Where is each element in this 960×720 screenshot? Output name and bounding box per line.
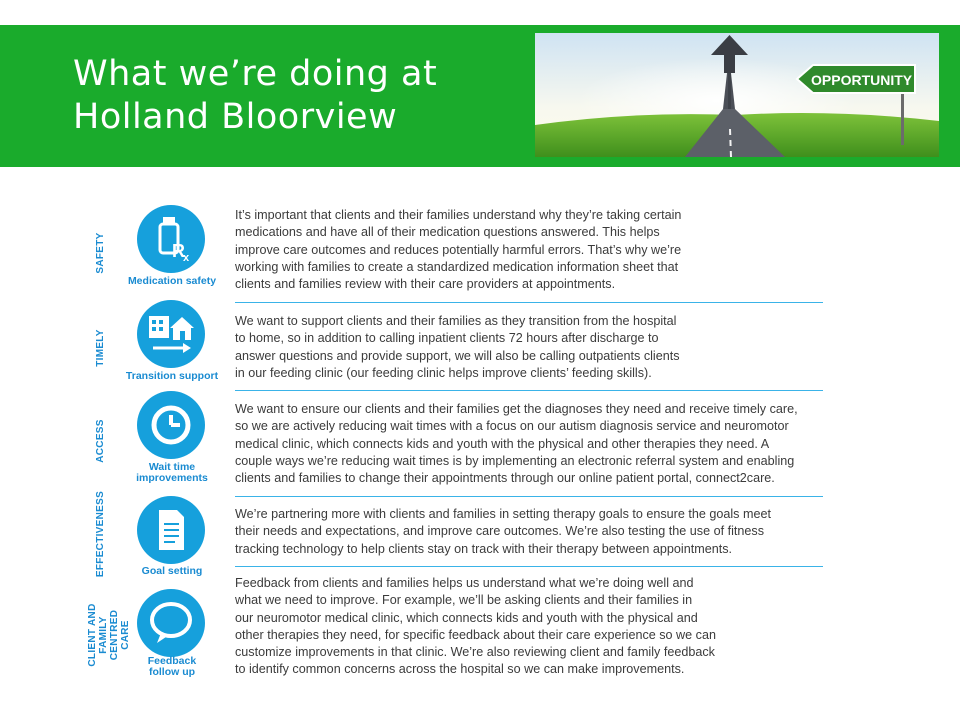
text-line: It’s important that clients and their families understand why they’re taking certain (235, 208, 682, 222)
hospital-to-home-icon (137, 300, 205, 368)
svg-text:x: x (183, 252, 190, 264)
text-line: to identify common concerns across the hospital so we can make improvements. (235, 662, 685, 677)
svg-text:R: R (172, 241, 185, 261)
text-line: in our feeding clinic (our feeding clinic helps improve clients’ feeding skills). (235, 365, 652, 380)
icon-caption: Goal setting (141, 565, 203, 577)
text-line: tracking technology to help clients stay on track with their therapy between appointments. (235, 541, 733, 556)
text-line: working with families to create a standardized medication information sheet that (235, 259, 679, 274)
text-line: Feedback from clients and families helps us understand what we’re doing well and (235, 576, 694, 590)
category-label: EFFECTIVENESS (95, 490, 106, 578)
icon-caption: Medication safety (127, 275, 217, 287)
icon-caption: Transition support (125, 370, 219, 382)
text-line: couple ways we’re reducing wait times is by implementing an electronic referral system and enabling (235, 453, 795, 468)
category-label: TIMELY (95, 329, 106, 367)
text-line: We want to ensure our clients and their families get the diagnoses they need and receive timely care, (235, 402, 798, 416)
category-line: FAMILY CENTRED (98, 609, 120, 661)
text-line: We want to support clients and their families as they transition from the hospital (235, 314, 677, 328)
text-line: customize improvements in that clinic. We’re also reviewing client and family feedback (235, 645, 715, 660)
text-line: clients and families to change their appointments through our online patient portal, connect2care. (235, 471, 775, 486)
paragraph (235, 506, 771, 558)
paragraph (235, 401, 798, 487)
speech-bubble-icon (137, 589, 205, 657)
section-divider (235, 390, 823, 391)
text-line: to home, so in addition to calling inpatient clients 72 hours after discharge to (235, 331, 659, 346)
text-line: clients and families review with their care providers at appointments. (235, 277, 616, 292)
section-divider (235, 566, 823, 567)
title-line-2: Holland Bloorview (73, 97, 398, 137)
banner-sign-text: OPPORTUNITY (811, 72, 913, 88)
category-label: ACCESS (95, 419, 106, 463)
text-line: our neuromotor medical clinic, which connects kids and youth with the physical and (235, 610, 698, 625)
caption-line: Feedback (147, 655, 197, 667)
icon-caption (117, 462, 227, 484)
slide-title (73, 53, 437, 139)
paragraph (235, 207, 681, 293)
section-divider (235, 496, 823, 497)
text-line: answer questions and provide support, we will also be calling outpatients clients (235, 348, 680, 363)
slide-header (0, 25, 960, 167)
caption-line: improvements (136, 472, 208, 484)
category-line: CLIENT AND (87, 603, 98, 667)
icon-caption (117, 656, 227, 678)
paragraph (235, 575, 716, 679)
title-line-1: What we’re doing at (73, 54, 438, 94)
document-icon (137, 496, 205, 564)
text-line: medications and have all of their medication questions answered. This helps (235, 225, 660, 240)
clock-icon (137, 391, 205, 459)
section-divider (235, 302, 823, 303)
text-line: so we are actively reducing wait times with a focus on our autism diagnosis service and neuromotor (235, 419, 789, 434)
text-line: their needs and expectations, and improve care outcomes. We’re also testing the use of fitness (235, 524, 764, 539)
paragraph (235, 313, 680, 382)
text-line: We’re partnering more with clients and families in setting therapy goals to ensure the goals meet (235, 507, 771, 521)
text-line: improve care outcomes and reduces potentially harmful errors. That’s why we’re (235, 242, 682, 257)
category-label: SAFETY (95, 232, 106, 274)
text-line: medical clinic, which connects kids and youth with the physical and other therapies they need. A (235, 436, 770, 451)
text-line: other therapies they need, for specific feedback about their care experience so we can (235, 627, 716, 642)
opportunity-road-image (535, 33, 939, 157)
caption-line: Wait time (148, 461, 196, 473)
medication-rx-icon (137, 205, 205, 273)
text-line: what we need to improve. For example, we’ll be asking clients and their families in (235, 593, 693, 608)
caption-line: follow up (148, 666, 196, 678)
category-line: CARE (120, 620, 131, 650)
